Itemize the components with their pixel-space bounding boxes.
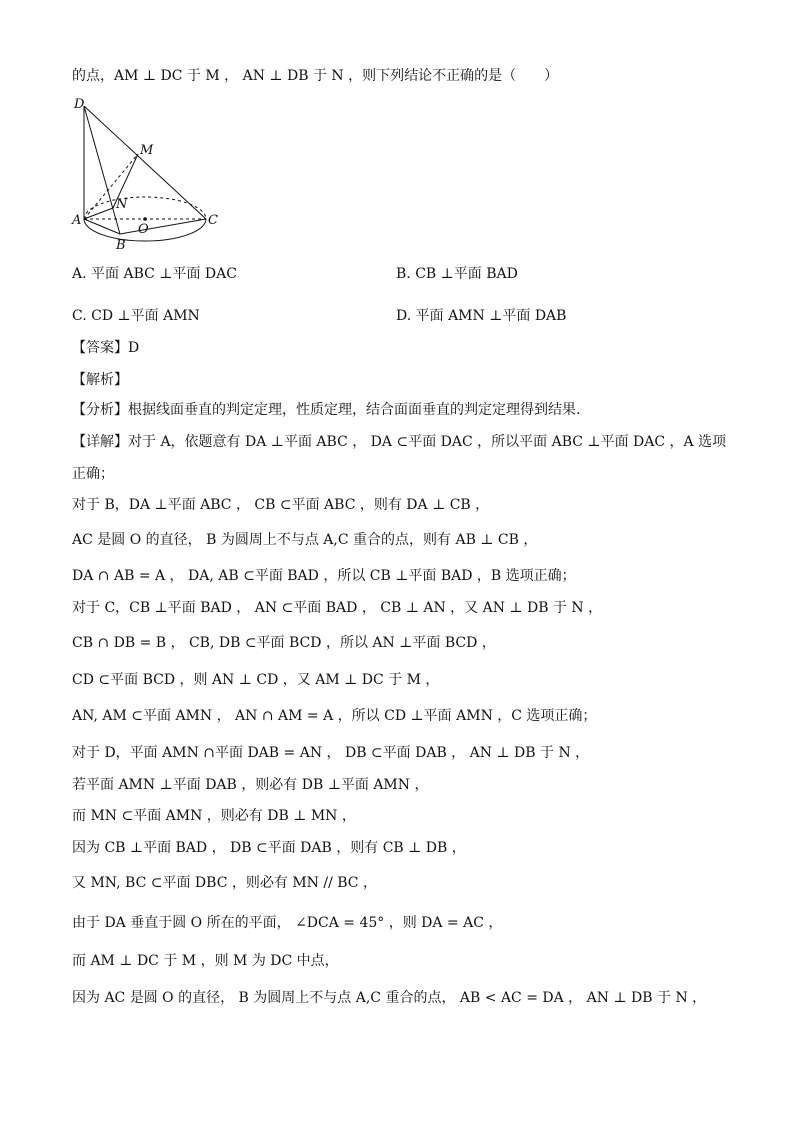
solution-line: 而 AM ⊥ DC 于 M ，则 M 为 DC 中点， (72, 953, 339, 969)
solution-line: 又 MN, BC ⊂平面 DBC ，则必有 MN // BC ， (72, 875, 377, 891)
segment-DB (84, 106, 120, 234)
solution-line: 正确； (72, 466, 114, 482)
label-O: O (138, 222, 149, 237)
label-C: C (208, 213, 218, 228)
solution-line: CB ∩ DB = B ， CB, DB ⊂平面 BCD ，所以 AN ⊥平面 BCD ， (72, 635, 496, 651)
solution-line: CD ⊂平面 BCD ，则 AN ⊥ CD ，又 AM ⊥ DC 于 M ， (72, 672, 440, 688)
solution-line: 因为 CB ⊥平面 BAD ， DB ⊂平面 DAB ，则有 CB ⊥ DB ， (72, 840, 466, 856)
answer-label: 【答案】 (72, 340, 128, 356)
segment-DC (84, 106, 206, 219)
label-M: M (140, 143, 154, 158)
solution-line: 【分析】根据线面垂直的判定定理，性质定理，结合面面垂直的判定定理得到结果. (72, 402, 581, 418)
solution-line: 若平面 AMN ⊥平面 DAB ，则必有 DB ⊥平面 AMN ， (72, 777, 429, 793)
geometry-figure (68, 96, 228, 256)
circle-back-arc (84, 197, 206, 219)
label-A: A (72, 213, 82, 228)
segment-BC (120, 219, 206, 234)
solution-line: 对于 C，CB ⊥平面 BAD ， AN ⊂平面 BAD ， CB ⊥ AN ，又 AN ⊥ DB 于 N ， (72, 600, 603, 616)
solution-line: 对于 D，平面 AMN ∩平面 DAB = AN ， DB ⊂平面 DAB ， AN ⊥ DB 于 N ， (72, 745, 590, 761)
solution-line: 对于 B，DA ⊥平面 ABC ， CB ⊂平面 ABC ，则有 DA ⊥ CB ， (72, 497, 490, 513)
segment-AB (84, 219, 120, 234)
solution-line: AC 是圆 O 的直径， B 为圆周上不与点 A,C 重合的点，则有 AB ⊥ CB ， (72, 532, 538, 548)
analysis-label: 【解析】 (72, 372, 128, 388)
stem-line: 的点，AM ⊥ DC 于 M ， AN ⊥ DB 于 N ，则下列结论不正确的是（ ） (72, 68, 559, 84)
option-b: B. CB ⊥平面 BAD (396, 266, 518, 282)
option-c: C. CD ⊥平面 AMN (72, 308, 200, 324)
option-a: A. 平面 ABC ⊥平面 DAC (72, 266, 237, 282)
answer-value: D (128, 340, 140, 356)
option-d: D. 平面 AMN ⊥平面 DAB (396, 308, 567, 324)
label-D: D (74, 97, 85, 112)
label-B: B (116, 238, 126, 253)
solution-line: 【详解】对于 A，依题意有 DA ⊥平面 ABC ， DA ⊂平面 DAC ，所以平面 ABC ⊥平面 DAC ，A 选项 (72, 434, 727, 450)
solution-line: 而 MN ⊂平面 AMN ，则必有 DB ⊥ MN ， (72, 808, 356, 824)
center-point-O (143, 217, 147, 221)
solution-line: 因为 AC 是圆 O 的直径， B 为圆周上不与点 A,C 重合的点， AB < AC = DA ， AN ⊥ DB 于 N ， (72, 990, 707, 1006)
solution-line: 由于 DA 垂直于圆 O 所在的平面， ∠DCA = 45° ，则 DA = AC ， (72, 915, 503, 931)
answer-line (72, 338, 139, 358)
solution-line: AN, AM ⊂平面 AMN ， AN ∩ AM = A ，所以 CD ⊥平面 AMN ，C 选项正确； (72, 708, 597, 724)
solution-line: DA ∩ AB = A ， DA, AB ⊂平面 BAD ，所以 CB ⊥平面 BAD ，B 选项正确； (72, 568, 576, 584)
label-N: N (116, 197, 128, 212)
